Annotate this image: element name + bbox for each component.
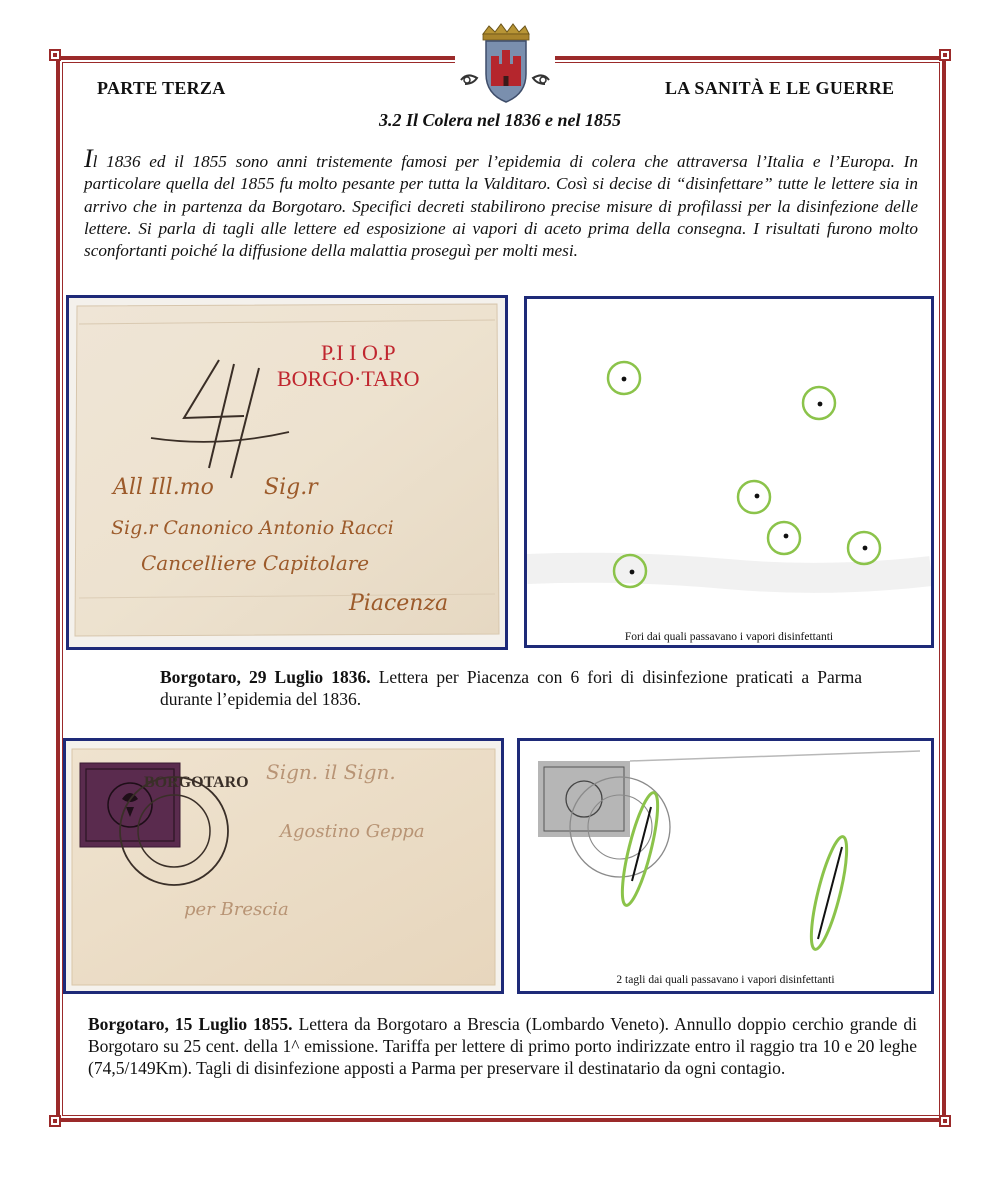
chapter-heading: LA SANITÀ E LE GUERRE (665, 78, 895, 98)
address-line-3: per Brescia (184, 899, 289, 920)
crest-emblem (455, 20, 555, 110)
letter-1855-text: Lettera da Borgotaro a Brescia (Lombardo Veneto). Annullo doppio cerchio grande di Borgotaro su 25 cent. della 1^ emissione. Tariffa per lettere di primo porto indirizzate entro il raggio tra 10 e 20 leghe (74,5/149Km). Tagli di disinfezione apposti a Parma per preservare il destinatario da ogni contagio. (88, 1014, 918, 1078)
cuts-caption: 2 tagli dai quali passavano i vapori disinfettanti (616, 974, 835, 986)
address-line-1: Sign. il Sign. (266, 760, 396, 784)
cuts-diagram (520, 741, 931, 991)
svg-text:BORGOTARO: BORGOTARO (144, 774, 249, 791)
letter-1836-date: Borgotaro, 29 Luglio 1836. (160, 667, 371, 687)
letter-1855-photo (63, 738, 504, 994)
letter-1855-date: Borgotaro, 15 Luglio 1855. (88, 1014, 293, 1034)
disinfection-holes-panel (524, 296, 934, 648)
letter-1855-image (66, 741, 501, 991)
address-line-5: Piacenza (349, 591, 449, 616)
postmark-borgotaro: BORGO·TARO (277, 366, 420, 391)
frame-corner (49, 1115, 61, 1127)
posthorn-icon (461, 75, 477, 84)
intro-paragraph (84, 144, 918, 262)
address-line-1: All Ill.mo (113, 475, 214, 500)
intro-text: l 1836 ed il 1855 sono anni tristemente famosi per l’epidemia di colera che attraversa l’Italia e l’Europa. In particolare quella del 1855 fu molto pesante per tutta la Valditaro. Così si decise di “disinfettare” tutte le lettere sia in arrivo che in partenza da Borgotaro. Specifici decreti stabilirono precise misure di profilassi per la disinfezione delle lettere. Si parla di tagli alle lettere ed esposizione ai vapori di aceto prima della consegna. I risultati furono molto sconfortanti poiché la diffusione della malattia proseguì per molti mesi. (84, 152, 918, 261)
part-heading: PARTE TERZA (97, 78, 226, 98)
letter-1836-description (160, 666, 862, 710)
holes-caption: Fori dai quali passavano i vapori disinfettanti (624, 631, 834, 643)
letter-1836-image (69, 298, 505, 647)
frame-corner (939, 49, 951, 61)
postmark-pi-op: P.I I O.P (321, 340, 396, 365)
holes-diagram (527, 299, 931, 645)
posthorn-icon (533, 75, 549, 84)
address-line-2: Sig.r (264, 475, 318, 500)
disinfection-cuts-panel (517, 738, 934, 994)
letter-1855-description (88, 1013, 917, 1079)
letter-1836-photo (66, 295, 508, 650)
crest-icon (455, 20, 555, 110)
address-line-4: Cancelliere Capitolare (141, 551, 370, 575)
letter-1836-text: Lettera per Piacenza con 6 fori di disinfezione praticati a Parma durante l’epidemia del 1836. (160, 667, 862, 709)
frame-corner (939, 1115, 951, 1127)
address-line-3: Sig.r Canonico Antonio Racci (111, 517, 394, 539)
section-title: 3.2 Il Colera nel 1836 e nel 1855 (379, 110, 621, 130)
drop-cap: I (84, 144, 93, 173)
frame-corner (49, 49, 61, 61)
address-line-2: Agostino Geppa (280, 821, 425, 842)
